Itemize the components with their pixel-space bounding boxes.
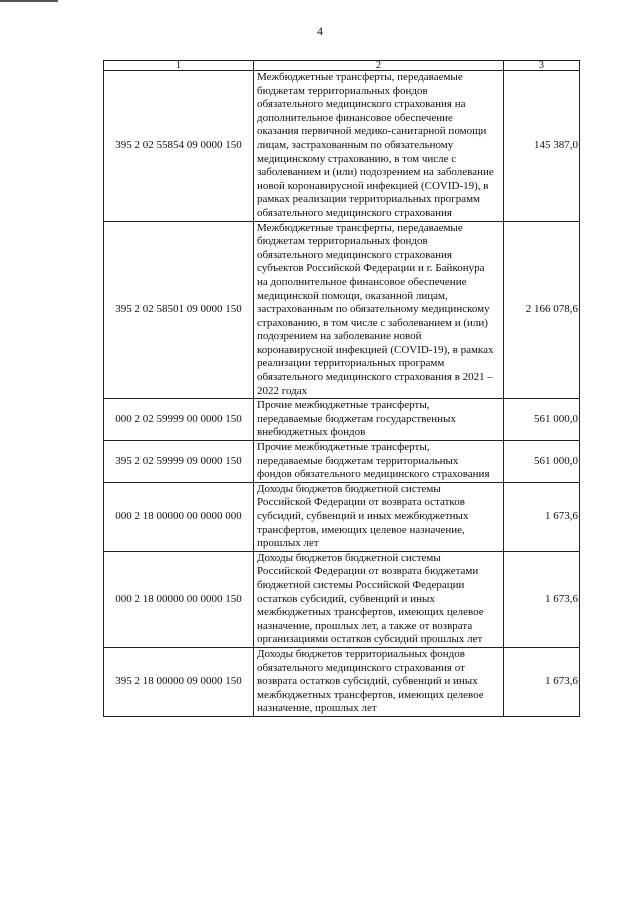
header-col-1: 1 (104, 61, 254, 71)
row-amount: 145 387,0 (504, 71, 580, 222)
description-line: 2022 годах (257, 384, 308, 397)
row-description (254, 221, 504, 399)
description-line: Доходы бюджетов территориальных фондов (257, 647, 465, 660)
description-line: оказания первичной медико-санитарной помощи (257, 125, 487, 138)
description-line: медицинской помощи, оказанной лицам, (257, 289, 448, 302)
row-description (254, 71, 504, 222)
description-line: подозрением на заболевание новой (257, 330, 422, 343)
description-line: обязательного медицинского страхования на (257, 98, 466, 111)
table-row (104, 647, 580, 716)
header-col-2: 2 (254, 61, 504, 71)
row-code: 395 2 02 59999 09 0000 150 (104, 441, 254, 483)
table-row (104, 441, 580, 483)
description-line: бюджетам территориальных фондов (257, 84, 428, 97)
row-amount: 1 673,6 (504, 647, 580, 716)
table-row (104, 71, 580, 222)
description-line: межбюджетных трансфертов, имеющих целевое (257, 688, 484, 701)
description-line: обязательного медицинского страхования (257, 206, 452, 219)
table-row (104, 399, 580, 441)
description-line: обязательного медицинского страхования (257, 248, 452, 261)
description-line: прошлых лет (257, 537, 319, 550)
description-line: возврата остатков субсидий, субвенций и иных (257, 675, 478, 688)
description-line: остатков субсидий, субвенций и иных (257, 592, 435, 605)
row-description (254, 399, 504, 441)
description-line: Доходы бюджетов бюджетной системы (257, 482, 441, 495)
row-description (254, 551, 504, 647)
description-line: дополнительное финансовое обеспечение (257, 111, 453, 124)
header-row (104, 61, 580, 71)
description-line: застрахованным по обязательному медицинскому (257, 303, 490, 316)
row-description (254, 441, 504, 483)
description-line: внебюджетных фондов (257, 426, 366, 439)
description-line: коронавирусной инфекцией (COVID-19), в рамках (257, 343, 494, 356)
description-line: новой коронавирусной инфекцией (COVID-19), в (257, 179, 489, 192)
description-line: субсидий, субвенций и иных межбюджетных (257, 510, 469, 522)
description-line: назначение, прошлых лет, а также от возврата (257, 619, 473, 632)
description-line: бюджетной системы Российской Федерации (257, 578, 465, 591)
row-code: 000 2 18 00000 00 0000 150 (104, 551, 254, 647)
row-code: 395 2 02 58501 09 0000 150 (104, 221, 254, 399)
description-line: Межбюджетные трансферты, передаваемые (257, 221, 463, 234)
description-line: субъектов Российской Федерации и г. Байконура (257, 262, 485, 275)
table-row (104, 551, 580, 647)
description-line: медицинскому страхованию, в том числе с (257, 152, 457, 165)
description-line: обязательного медицинского страхования в 2021 – (257, 371, 493, 384)
row-amount: 1 673,6 (504, 551, 580, 647)
description-line: межбюджетных трансфертов, имеющих целевое (257, 606, 484, 619)
description-line: Доходы бюджетов бюджетной системы (257, 551, 441, 564)
row-description (254, 647, 504, 716)
corner-mark (0, 0, 58, 2)
row-code: 395 2 02 55854 09 0000 150 (104, 71, 254, 222)
table-row (104, 221, 580, 399)
description-line: организациями остатков субсидий прошлых лет (257, 633, 483, 646)
table-row (104, 482, 580, 551)
row-code: 395 2 18 00000 09 0000 150 (104, 647, 254, 716)
description-line: страхованию, в том числе с заболеванием и (или) (257, 316, 488, 329)
row-code: 000 2 18 00000 00 0000 000 (104, 482, 254, 551)
description-line: бюджетам территориальных фондов (257, 235, 428, 248)
description-line: Прочие межбюджетные трансферты, (257, 399, 430, 412)
page-number: 4 (317, 24, 323, 38)
description-line: Российской Федерации от возврата бюджетами (257, 565, 479, 578)
description-line: лицам, застрахованным по обязательному (257, 138, 454, 151)
description-line: Российской Федерации от возврата остатков (257, 496, 465, 509)
header-col-3: 3 (504, 61, 580, 71)
row-amount: 561 000,0 (504, 399, 580, 441)
description-line: передаваемые бюджетам территориальных (257, 454, 459, 467)
row-code: 000 2 02 59999 00 0000 150 (104, 399, 254, 441)
row-amount: 561 000,0 (504, 441, 580, 483)
description-line: реализации территориальных программ (257, 357, 445, 370)
description-line: обязательного медицинского страхования от (257, 661, 465, 674)
description-line: трансфертов, имеющих целевое назначение, (257, 523, 465, 536)
description-line: на дополнительное финансовое обеспечение (257, 275, 467, 288)
description-line: заболеванием и (или) подозрением на заболевание (257, 166, 494, 179)
description-line: фондов обязательного медицинского страхования (257, 468, 490, 481)
budget-table (103, 60, 580, 717)
description-line: назначение, прошлых лет (257, 702, 377, 715)
row-description (254, 482, 504, 551)
description-line: рамках реализации территориальных программ (257, 193, 481, 206)
description-line: Прочие межбюджетные трансферты, (257, 441, 430, 454)
description-line: передаваемые бюджетам государственных (257, 412, 456, 425)
row-amount: 1 673,6 (504, 482, 580, 551)
description-line: Межбюджетные трансферты, передаваемые (257, 71, 463, 83)
row-amount: 2 166 078,6 (504, 221, 580, 399)
